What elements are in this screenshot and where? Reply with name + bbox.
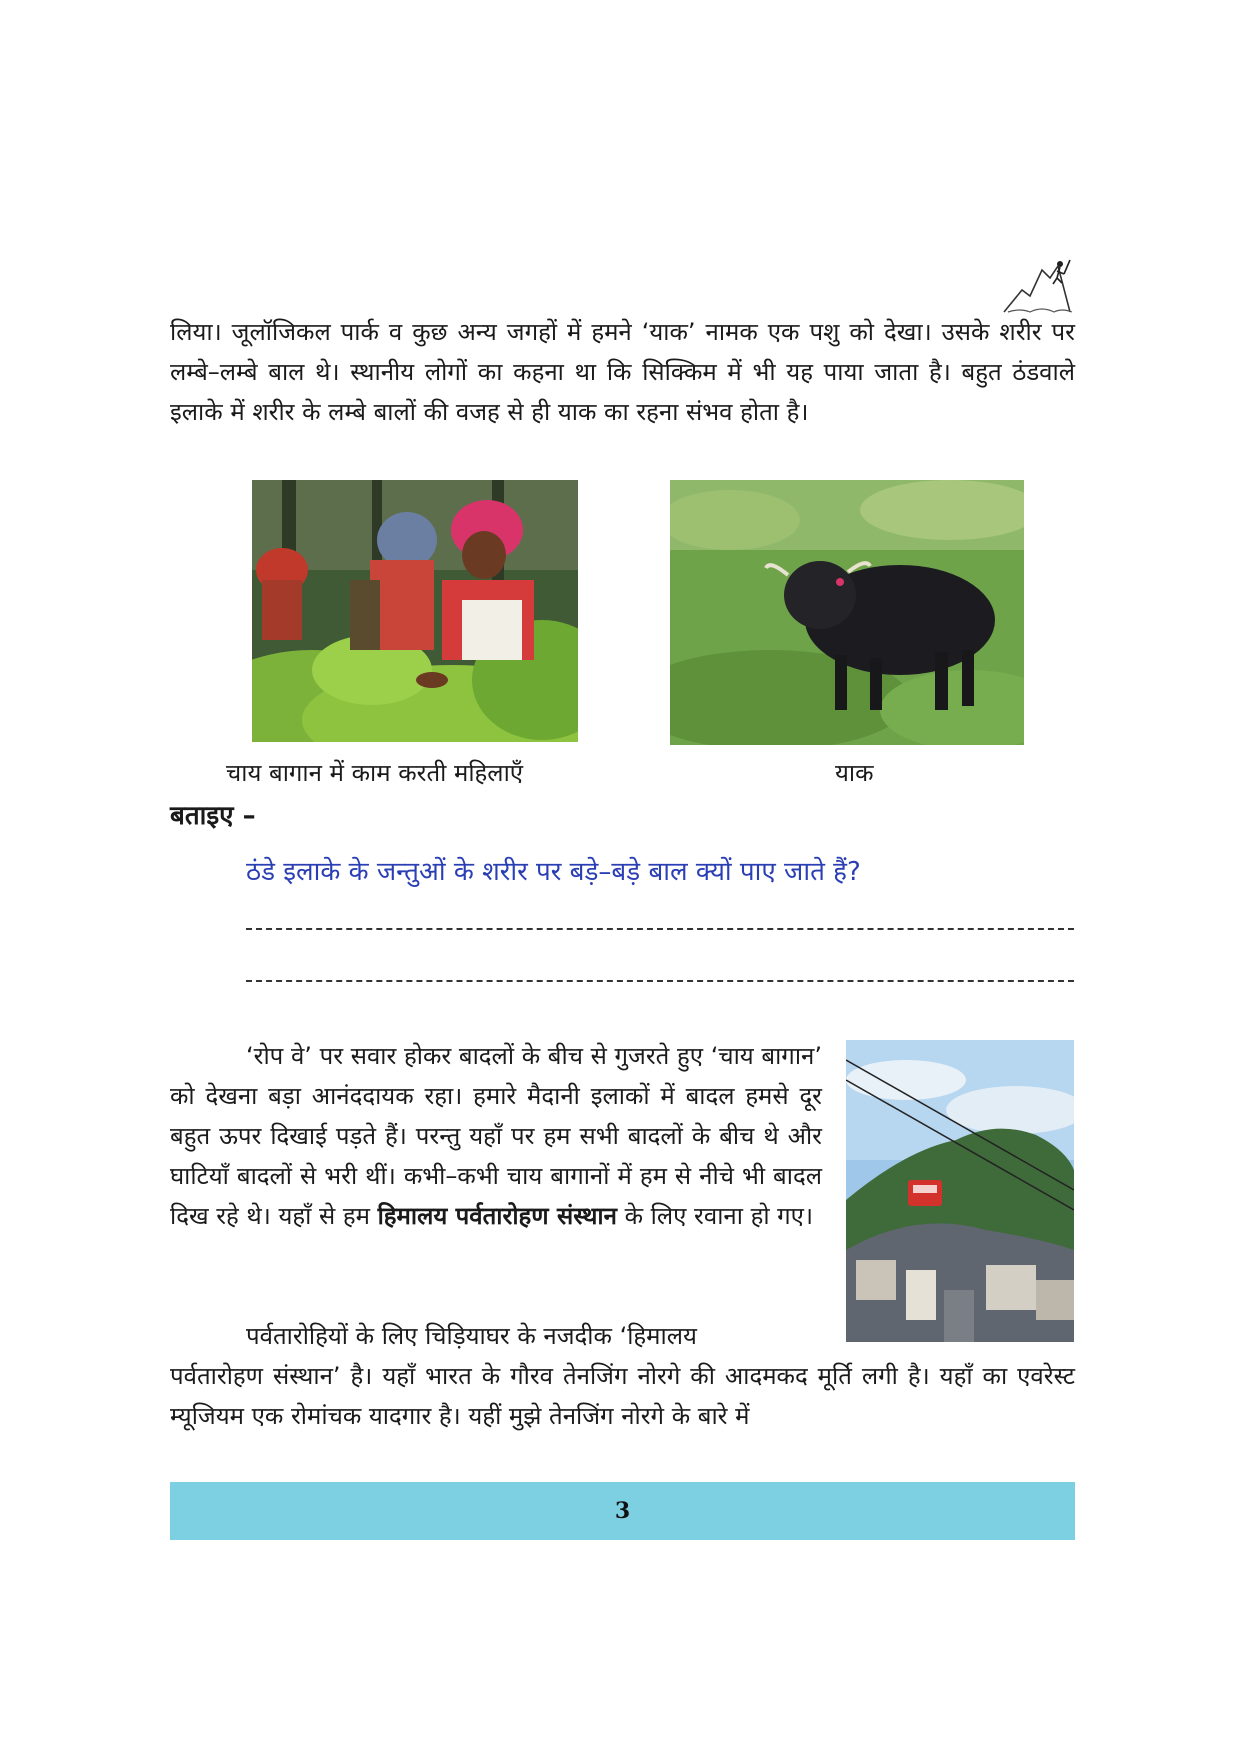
yak-photo bbox=[670, 480, 1024, 745]
ropeway-text: ‘रोप वे’ पर सवार होकर बादलों के बीच से गुजरते हुए ‘चाय बागान’ को देखना बड़ा आनंददायक रहा। हमारे मैदानी इलाकों में बादल हमसे दूर बहुत ऊपर दिखाई पड़ते हैं। परन्तु यहाँ पर हम सभी बादलों के बीच थे और घाटियाँ बादलों से भरी थीं। कभी–कभी चाय बागानों में हम से नीचे भी बादल दिख रहे थे। यहाँ से हम bbox=[170, 1042, 822, 1230]
footer-bar bbox=[170, 1482, 1075, 1540]
activity-question: ठंडे इलाके के जन्तुओं के शरीर पर बड़े–बड़े बाल क्यों पाए जाते हैं? bbox=[246, 857, 861, 887]
institute-name: हिमालय पर्वतारोहण संस्थान bbox=[377, 1202, 617, 1230]
ropeway-text-end: के लिए रवाना हो गए। bbox=[616, 1202, 814, 1230]
activity-heading: बताइए – bbox=[170, 801, 256, 831]
mountain-climber-icon bbox=[1000, 256, 1076, 318]
closing-paragraph-first-line: पर्वतारोहियों के लिए चिड़ियाघर के नजदीक ‘हिमालय bbox=[246, 1322, 697, 1350]
tea-garden-caption: चाय बागान में काम करती महिलाएँ bbox=[226, 759, 524, 787]
page-number: 3 bbox=[614, 1498, 631, 1524]
tea-garden-photo bbox=[252, 480, 578, 742]
answer-line[interactable] bbox=[246, 980, 1074, 982]
closing-paragraph: पर्वतारोहण संस्थान’ है। यहाँ भारत के गौरव तेनजिंग नोरगे की आदमकद मूर्ति लगी है। यहाँ का एवरेस्ट म्यूजियम एक रोमांचक यादगार है। यहीं मुझे तेनजिंग नोरगे के बारे में bbox=[170, 1362, 1075, 1430]
ropeway-photo bbox=[846, 1040, 1074, 1342]
ropeway-paragraph bbox=[170, 1036, 822, 1236]
answer-line[interactable] bbox=[246, 928, 1074, 930]
yak-caption: याक bbox=[835, 759, 874, 787]
intro-paragraph: लिया। जूलॉजिकल पार्क व कुछ अन्य जगहों में हमने ‘याक’ नामक एक पशु को देखा। उसके शरीर पर लम्बे–लम्बे बाल थे। स्थानीय लोगों का कहना था कि सिक्किम में भी यह पाया जाता है। बहुत ठंडवाले इलाके में शरीर के लम्बे बालों की वजह से ही याक का रहना संभव होता है। bbox=[170, 318, 1075, 426]
